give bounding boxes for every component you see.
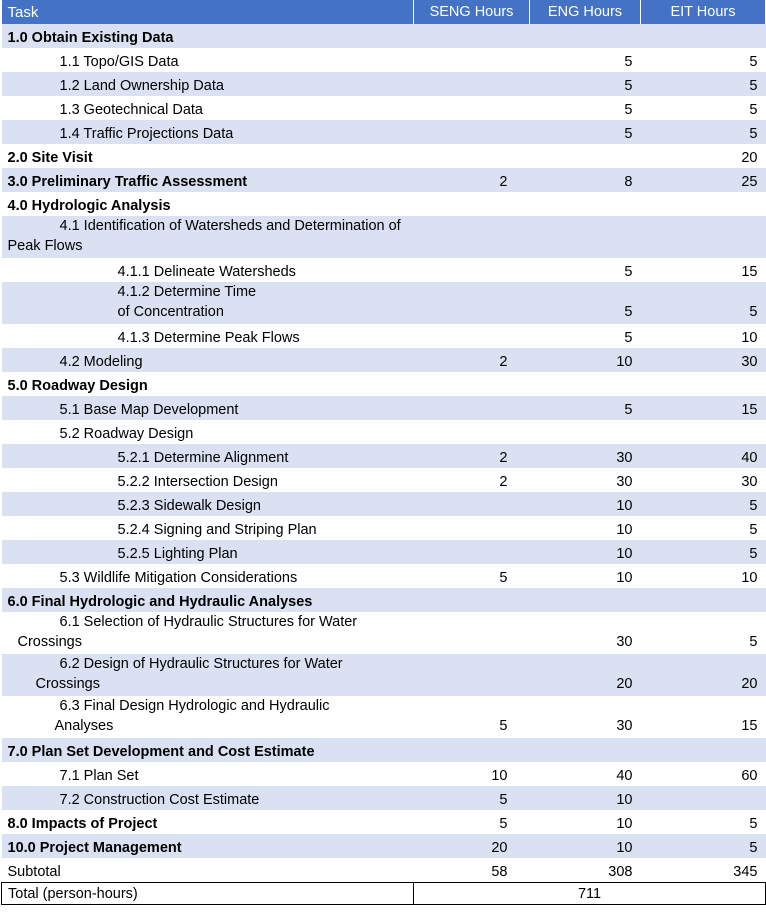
task-label: 6.0 Final Hydrologic and Hydraulic Analyses [2, 588, 414, 612]
task-label: 10.0 Project Management [2, 834, 414, 858]
table-row [2, 834, 766, 858]
eit-value: 5 [641, 540, 766, 564]
seng-value [414, 282, 530, 324]
eit-value [641, 216, 766, 258]
eit-value: 5 [641, 120, 766, 144]
task-label: 7.0 Plan Set Development and Cost Estimate [2, 738, 414, 762]
task-label: 1.1 Topo/GIS Data [59, 54, 179, 70]
eit-value [641, 786, 766, 810]
table-row [2, 810, 766, 834]
seng-value [414, 324, 530, 348]
eit-value: 5 [749, 522, 758, 538]
task-label: 5.2.5 Lighting Plan [2, 540, 414, 564]
eng-value [530, 24, 641, 48]
eng-value [530, 738, 641, 762]
seng-value [414, 216, 530, 258]
eng-value: 5 [530, 282, 641, 324]
eit-value [641, 372, 766, 396]
eit-value: 15 [641, 396, 766, 420]
table-row [2, 420, 766, 444]
eng-value: 30 [616, 634, 633, 650]
task-label: 7.1 Plan Set [59, 768, 139, 784]
seng-value [414, 738, 530, 762]
table-row [2, 72, 766, 96]
seng-value: 20 [414, 834, 530, 858]
table-row [2, 348, 766, 372]
eit-value: 5 [749, 102, 758, 118]
task-label: 6.2 Design of Hydraulic Structures for Water Crossings [2, 654, 414, 696]
table-row [2, 564, 766, 588]
seng-value [414, 492, 530, 516]
seng-value: 5 [499, 570, 508, 586]
header-task: Task [2, 0, 414, 24]
table-row [2, 96, 766, 120]
task-label: 7.2 Construction Cost Estimate [2, 786, 414, 810]
seng-value [414, 654, 530, 696]
seng-value [414, 612, 530, 654]
eit-value [641, 192, 766, 216]
eng-value: 30 [616, 474, 633, 490]
task-label: 4.2 Modeling [2, 348, 414, 372]
task-label: 2.0 Site Visit [7, 150, 93, 166]
eit-value: 5 [641, 492, 766, 516]
table-row [2, 120, 766, 144]
total-label: Total (person-hours) [2, 882, 414, 904]
eng-value: 5 [624, 264, 633, 280]
task-label: 4.1.3 Determine Peak Flows [117, 330, 300, 346]
table-row [2, 24, 766, 48]
eng-value: 20 [530, 654, 641, 696]
eit-value: 5 [641, 72, 766, 96]
seng-value [414, 588, 530, 612]
eng-value: 30 [530, 444, 641, 468]
table-row [2, 762, 766, 786]
eit-value: 10 [741, 330, 758, 346]
subtotal-row [2, 858, 766, 882]
eit-value: 30 [741, 474, 758, 490]
table-row [2, 192, 766, 216]
eit-value [641, 588, 766, 612]
eng-value [530, 372, 641, 396]
task-label: 6.3 Final Design Hydrologic and Hydraulic Analyses [54, 698, 330, 734]
table-row [2, 258, 766, 282]
table-row [2, 492, 766, 516]
eng-value: 10 [616, 816, 633, 832]
seng-value [414, 420, 530, 444]
seng-value [414, 24, 530, 48]
eng-value: 10 [530, 786, 641, 810]
table-row [2, 654, 766, 696]
table-row [2, 588, 766, 612]
eit-value: 60 [741, 768, 758, 784]
table-row [2, 444, 766, 468]
seng-value: 2 [499, 474, 508, 490]
table-row [2, 612, 766, 654]
task-label: 5.2.2 Intersection Design [117, 474, 278, 490]
eng-value: 10 [530, 348, 641, 372]
task-label: 8.0 Impacts of Project [7, 816, 158, 832]
table-row [2, 786, 766, 810]
seng-value: 5 [499, 718, 508, 734]
eng-value: 5 [624, 330, 633, 346]
eit-value: 15 [741, 264, 758, 280]
eng-value: 5 [530, 120, 641, 144]
task-label: 5.2.3 Sidewalk Design [2, 492, 414, 516]
task-label: 5.1 Base Map Development [2, 396, 414, 420]
task-label: 1.3 Geotechnical Data [59, 102, 203, 118]
table-row [2, 540, 766, 564]
seng-value [414, 72, 530, 96]
eit-value: 25 [641, 168, 766, 192]
eit-value: 40 [641, 444, 766, 468]
seng-value [414, 516, 530, 540]
eng-value: 10 [616, 522, 633, 538]
total-row [2, 882, 766, 904]
seng-value: 5 [499, 816, 508, 832]
header-seng-hours: SENG Hours [414, 0, 530, 24]
eng-value [530, 192, 641, 216]
task-label: 1.4 Traffic Projections Data [2, 120, 414, 144]
eng-value: 10 [530, 834, 641, 858]
subtotal-seng: 58 [491, 863, 508, 880]
eit-value [641, 738, 766, 762]
eng-value: 5 [624, 102, 633, 118]
eng-value: 10 [530, 492, 641, 516]
seng-value [414, 396, 530, 420]
eit-value: 15 [741, 718, 758, 734]
seng-value [414, 372, 530, 396]
eit-value: 5 [749, 816, 758, 832]
eng-value: 5 [530, 396, 641, 420]
task-label: 5.2.1 Determine Alignment [2, 444, 414, 468]
hours-table [1, 0, 766, 905]
header-eng-hours: ENG Hours [530, 0, 641, 24]
table-row [2, 324, 766, 348]
task-label: 4.1.2 Determine Time of Concentration [2, 282, 414, 324]
eng-value: 30 [616, 718, 633, 734]
task-label: 1.2 Land Ownership Data [2, 72, 414, 96]
eng-value: 40 [616, 768, 633, 784]
eit-value: 5 [641, 834, 766, 858]
eng-value [530, 588, 641, 612]
eng-value: 10 [530, 540, 641, 564]
seng-value [414, 96, 530, 120]
eng-value [530, 216, 641, 258]
eng-value: 5 [530, 72, 641, 96]
seng-value [414, 144, 530, 168]
task-label: 4.1.1 Delineate Watersheds [117, 264, 296, 280]
task-label: 4.1 Identification of Watersheds and Determination of Peak Flows [2, 216, 414, 258]
eng-value [530, 144, 641, 168]
task-label: 1.0 Obtain Existing Data [2, 24, 414, 48]
eit-value: 20 [741, 150, 758, 166]
task-label: 5.3 Wildlife Mitigation Considerations [59, 570, 298, 586]
subtotal-label: Subtotal [7, 863, 61, 880]
eit-value: 5 [749, 54, 758, 70]
table-row [2, 372, 766, 396]
table-row [2, 396, 766, 420]
task-label: 5.2 Roadway Design [59, 426, 194, 442]
eit-value [641, 24, 766, 48]
table-row [2, 168, 766, 192]
eng-value [530, 420, 641, 444]
eit-value [641, 420, 766, 444]
task-label: 5.0 Roadway Design [7, 378, 148, 394]
seng-value [414, 120, 530, 144]
eit-value: 30 [641, 348, 766, 372]
header-row [2, 0, 766, 24]
seng-value [414, 258, 530, 282]
seng-value: 2 [414, 168, 530, 192]
task-label: 4.0 Hydrologic Analysis [7, 198, 171, 214]
eng-value: 5 [624, 54, 633, 70]
task-label: 6.1 Selection of Hydraulic Structures for Water Crossings [17, 614, 358, 650]
eng-value: 8 [530, 168, 641, 192]
subtotal-eng: 308 [608, 863, 633, 880]
seng-value [414, 540, 530, 564]
seng-value: 2 [414, 444, 530, 468]
eit-value: 5 [749, 634, 758, 650]
eit-value: 10 [741, 570, 758, 586]
task-label: 5.2.4 Signing and Striping Plan [117, 522, 317, 538]
table-row [2, 738, 766, 762]
table-row [2, 216, 766, 258]
table-row [2, 282, 766, 324]
seng-value [414, 192, 530, 216]
seng-value: 10 [491, 768, 508, 784]
table-row [2, 516, 766, 540]
eng-value: 10 [616, 570, 633, 586]
header-eit-hours: EIT Hours [641, 0, 766, 24]
seng-value: 5 [414, 786, 530, 810]
subtotal-eit: 345 [733, 863, 758, 880]
table-row [2, 144, 766, 168]
task-label: 3.0 Preliminary Traffic Assessment [2, 168, 414, 192]
table-row [2, 468, 766, 492]
eit-value: 20 [641, 654, 766, 696]
eit-value: 5 [641, 282, 766, 324]
total-value: 711 [414, 882, 766, 904]
table-row [2, 48, 766, 72]
table-row [2, 696, 766, 738]
seng-value [414, 48, 530, 72]
seng-value: 2 [414, 348, 530, 372]
